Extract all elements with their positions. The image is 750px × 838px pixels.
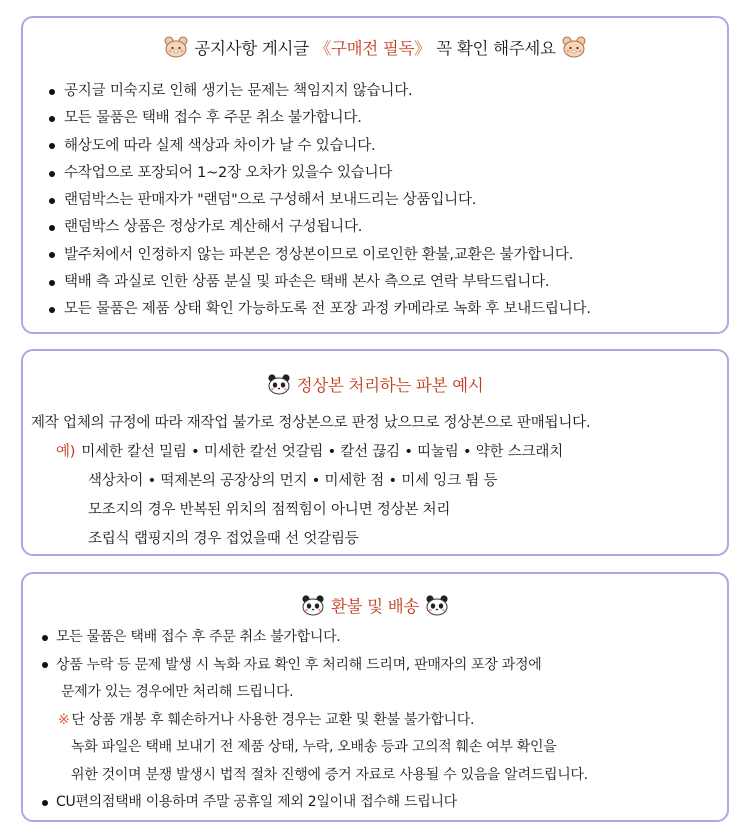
bear-face-icon [164, 36, 188, 58]
list-item: 랜덤박스는 판매자가 "랜덤"으로 구성해서 보내드리는 상품입니다. [64, 187, 727, 214]
defects-line: 색상차이 • 떡제본의 공장상의 먼지 • 미세한 점 • 미세 잉크 튐 등 [88, 473, 498, 489]
note-mark: ※ [58, 711, 70, 728]
refund-body [23, 624, 727, 817]
notice-title-text: 공지사항 게시글 [194, 39, 309, 58]
list-item: 발주처에서 인정하지 않는 파본은 정상본이므로 이로인한 환불,교환은 불가합니다. [64, 242, 727, 269]
refund-note [23, 707, 727, 735]
defects-card [21, 349, 729, 556]
list-item: CU편의점택배 이용하며 주말 공휴일 제외 2일이내 접수해 드립니다 [23, 789, 727, 817]
defects-title-text: 정상본 처리하는 파본 예시 [296, 376, 484, 395]
refund-card [21, 572, 729, 822]
example-label: 예) [56, 444, 76, 460]
refund-title [23, 592, 727, 618]
defects-intro: 제작 업체의 규정에 따라 재작업 불가로 정상본으로 판정 났으므로 정상본으로 판매됩니다. [31, 415, 591, 431]
refund-title-text: 환불 및 배송 [330, 597, 420, 616]
list-item: 해상도에 따라 실제 색상과 차이가 날 수 있습니다. [64, 133, 727, 160]
list-item: 공지글 미숙지로 인해 생기는 문제는 책임지지 않습니다. [64, 78, 727, 105]
defects-line: 조립식 랩핑지의 경우 접었을때 선 엇갈림등 [88, 531, 359, 547]
bear-face-icon [562, 36, 586, 58]
list-item-continued: 문제가 있는 경우에만 처리해 드립니다. [61, 684, 294, 700]
notice-title-suffix: 꼭 확인 해주세요 [436, 39, 556, 58]
list-item: 수작업으로 포장되어 1~2장 오차가 있을수 있습니다 [64, 160, 727, 187]
defects-line: 미세한 칼선 밀림 • 미세한 칼선 엇갈림 • 칼선 끊김 • 띠눌림 • 약한 스크래치 [81, 444, 563, 460]
list-item: 모든 물품은 택배 접수 후 주문 취소 불가합니다. [23, 624, 727, 652]
list-item: 택배 측 과실로 인한 상품 분실 및 파손은 택배 본사 측으로 연락 부탁드립니다. [64, 269, 727, 296]
refund-note-detail: 녹화 파일은 택배 보내기 전 제품 상태, 누락, 오배송 등과 고의적 훼손 여부 확인을 [71, 739, 557, 755]
notice-card [21, 16, 729, 334]
defects-line: 모조지의 경우 반복된 위치의 점찍힘이 아니면 정상본 처리 [88, 502, 451, 518]
panda-face-icon [267, 373, 291, 395]
list-item: 모든 물품은 택배 접수 후 주문 취소 불가합니다. [64, 105, 727, 132]
refund-note-text: 단 상품 개봉 후 훼손하거나 사용한 경우는 교환 및 환불 불가합니다. [71, 711, 475, 728]
notice-title-highlight: 《구매전 필독》 [314, 39, 431, 58]
notice-list [23, 78, 727, 324]
panda-face-icon [425, 594, 449, 616]
notice-title [23, 34, 727, 60]
defects-title [23, 371, 727, 397]
list-item: 랜덤박스 상품은 정상가로 계산해서 구성됩니다. [64, 214, 727, 241]
list-item: 상품 누락 등 문제 발생 시 녹화 자료 확인 후 처리해 드리며, 판매자의 포장 과정에 [23, 652, 727, 680]
list-item: 모든 물품은 제품 상태 확인 가능하도록 전 포장 과정 카메라로 녹화 후 보내드립니다. [64, 296, 727, 323]
defects-example-row [23, 438, 727, 467]
refund-note-detail: 위한 것이며 분쟁 발생시 법적 절차 진행에 증거 자료로 사용될 수 있음을 알려드립니다. [71, 766, 588, 783]
panda-face-icon [301, 594, 325, 616]
